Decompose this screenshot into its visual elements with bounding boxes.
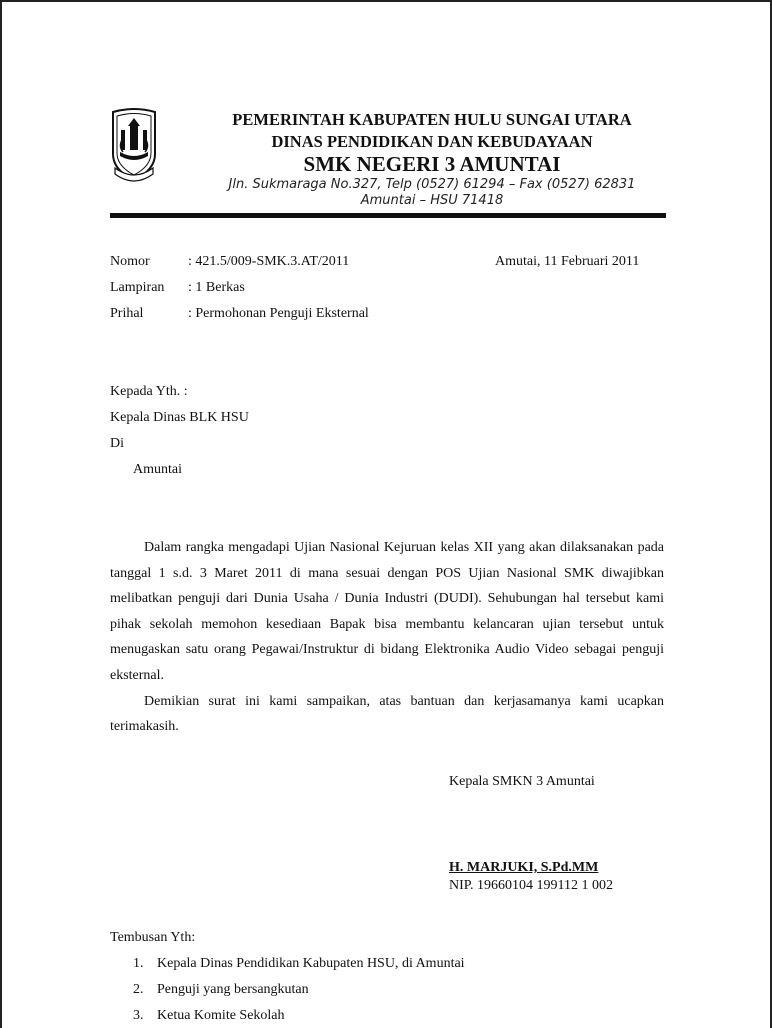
letterhead-department: DINAS PENDIDIKAN DAN KEBUDAYAAN [271,132,593,151]
tembusan-item-number: 3. [133,1008,144,1023]
nomor-label: Nomor [110,254,150,269]
letterhead-government: PEMERINTAH KABUPATEN HULU SUNGAI UTARA [232,110,632,129]
signature-name: H. MARJUKI, S.Pd.MM [449,860,599,875]
nomor-value: : 421.5/009-SMK.3.AT/2011 [188,254,350,269]
letterhead-school-name: SMK NEGERI 3 AMUNTAI [303,152,561,176]
tembusan-item-number: 1. [133,956,144,971]
letterhead-city: Amuntai – HSU 71418 [360,193,504,208]
signature-nip: NIP. 19660104 199112 1 002 [449,878,613,893]
lampiran-value: : 1 Berkas [188,280,245,295]
lampiran-label: Lampiran [110,280,165,295]
tembusan-item-number: 2. [133,982,144,997]
letter-date: Amutai, 11 Februari 2011 [495,254,640,269]
body-paragraph-1: Dalam rangka mengadapi Ujian Nasional Kejuruan kelas XII yang akan dilaksanakan pada tanggal 1 s.d. 3 Maret 2011 di mana sesuai dengan POS Ujian Nasional SMK diwajibkan melibatkan penguji dari Dunia Usaha / Dunia Industri (DUDI). Sehubungan hal tersebut kami pihak sekolah memohon kesediaan Bapak bisa membantu kelancaran ujian tersebut untuk menugaskan satu orang Pegawai/Instruktur di bidang Elektronika Audio Video sebagai penguji eksternal. [110,540,664,683]
body-paragraph-2: Demikian surat ini kami sampaikan, atas bantuan dan kerjasamanya kami ucapkan terimakasih. [110,693,664,735]
recipient-city: Amuntai [133,462,182,477]
prihal-label: Prihal [110,306,144,321]
tembusan-item: Kepala Dinas Pendidikan Kabupaten HSU, di Amuntai [157,956,465,971]
signature-position: Kepala SMKN 3 Amuntai [449,774,595,789]
recipient-salutation: Kepada Yth. : [110,384,188,399]
tembusan-title: Tembusan Yth: [110,930,196,945]
regency-emblem-logo [109,108,159,188]
letter-body [110,535,664,740]
letterhead-divider [110,213,666,218]
tembusan-item: Penguji yang bersangkutan [157,982,309,997]
recipient-title: Kepala Dinas BLK HSU [110,410,249,425]
tembusan-item: Ketua Komite Sekolah [157,1008,285,1023]
prihal-value: : Permohonan Penguji Eksternal [188,306,369,321]
recipient-di: Di [110,436,124,451]
letterhead-address: Jln. Sukmaraga No.327, Telp (0527) 61294 – Fax (0527) 62831 [228,177,636,192]
